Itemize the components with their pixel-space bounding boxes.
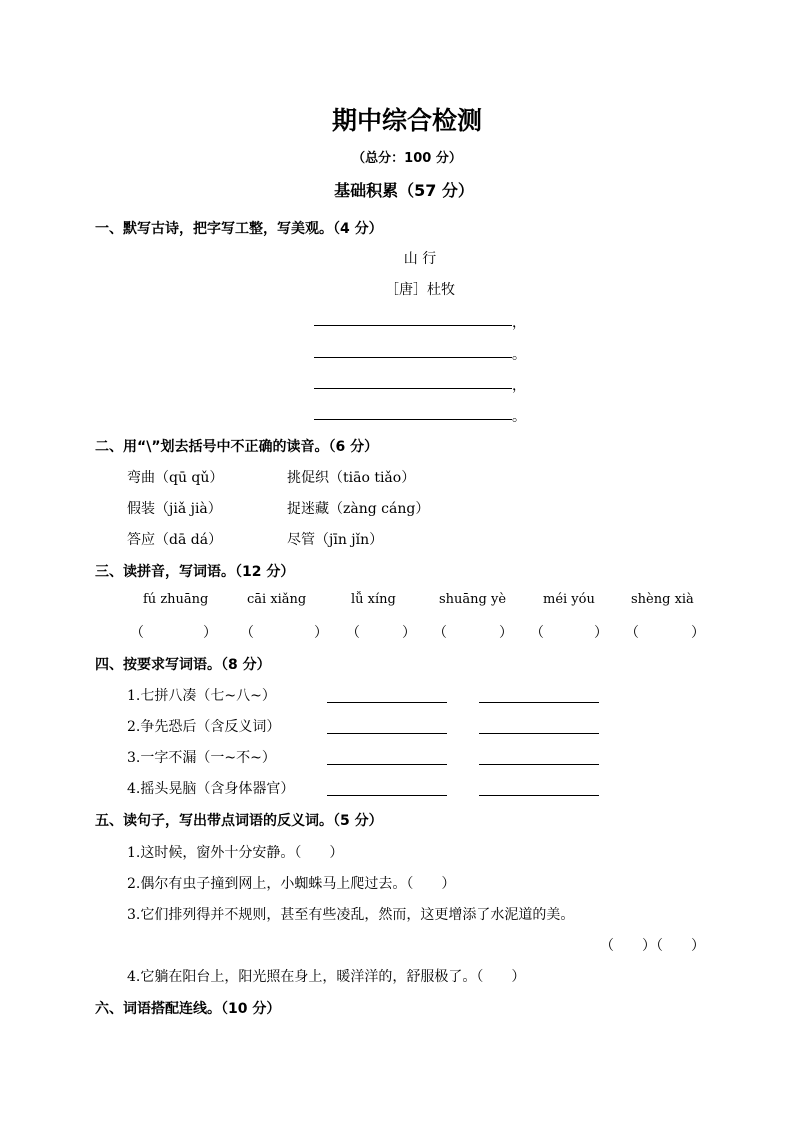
answer-box-close: ） xyxy=(402,625,416,641)
question-2-heading: 二、用“\”划去括号中不正确的读音。（6 分） xyxy=(95,439,379,455)
poem-line-end-4: 。 xyxy=(512,409,526,425)
answer-box-open: （ xyxy=(625,625,639,641)
answer-box-close: ） xyxy=(499,625,513,641)
pinyin-6: shèng xià xyxy=(631,592,694,607)
answer-box-close: ） xyxy=(203,625,217,641)
word-task: 4.摇头晃脑（含身体器官） xyxy=(127,781,295,797)
question-4-heading: 四、按要求写词语。（8 分） xyxy=(95,657,271,673)
sentence-3: 3.它们排列得并不规则，甚至有些凌乱，然而，这更增添了水泥道的美。 xyxy=(127,907,575,923)
word-task: 2.争先恐后（含反义词） xyxy=(127,719,281,735)
poem-title: 山 行 xyxy=(403,251,437,267)
pinyin-3: lǚ xíng xyxy=(351,592,396,607)
poem-line-end-1: ， xyxy=(512,315,526,331)
poem-line-end-3: ， xyxy=(512,378,526,394)
word-task: 3.一字不漏（一~不~） xyxy=(127,750,276,766)
page-title: 期中综合检测 xyxy=(331,106,482,135)
reading-item[interactable]: 挑促织（tiāo tiǎo） xyxy=(287,470,416,486)
answer-box-open: （ xyxy=(530,625,544,641)
reading-item[interactable]: 答应（dā dá） xyxy=(127,532,223,548)
question-1-heading: 一、默写古诗，把字写工整，写美观。（4 分） xyxy=(95,221,383,237)
poem-author: ［唐］杜牧 xyxy=(385,282,455,298)
poem-line-blank-4[interactable] xyxy=(314,419,512,420)
sentence-3-blanks[interactable]: （ ）（ ） xyxy=(600,938,705,954)
answer-box-open: （ xyxy=(433,625,447,641)
reading-item[interactable]: 假装（jiǎ jià） xyxy=(127,501,222,517)
poem-line-blank-2[interactable] xyxy=(314,357,512,358)
part-heading: 基础积累（57 分） xyxy=(334,181,474,200)
word-blank[interactable] xyxy=(479,764,599,765)
answer-box-open: （ xyxy=(130,625,144,641)
sentence-2[interactable]: 2.偶尔有虫子撞到网上，小蜘蛛马上爬过去。（ ） xyxy=(127,876,456,892)
pinyin-4: shuāng yè xyxy=(439,592,507,607)
sentence-4[interactable]: 4.它躺在阳台上，阳光照在身上，暖洋洋的，舒服极了。（ ） xyxy=(127,969,526,985)
word-blank[interactable] xyxy=(327,733,447,734)
word-blank[interactable] xyxy=(479,795,599,796)
word-blank[interactable] xyxy=(327,764,447,765)
total-score: （总分：100 分） xyxy=(352,151,462,166)
question-6-heading: 六、词语搭配连线。（10 分） xyxy=(95,1001,281,1017)
answer-box-open: （ xyxy=(240,625,254,641)
word-blank[interactable] xyxy=(479,733,599,734)
reading-item[interactable]: 尽管（jīn jǐn） xyxy=(287,532,384,548)
word-task: 1.七拼八凑（七~八~） xyxy=(127,688,276,704)
word-blank[interactable] xyxy=(479,702,599,703)
word-blank[interactable] xyxy=(327,702,447,703)
answer-box-open: （ xyxy=(346,625,360,641)
pinyin-2: cāi xiǎng xyxy=(247,592,307,607)
answer-box-close: ） xyxy=(691,625,705,641)
word-blank[interactable] xyxy=(327,795,447,796)
answer-box-close: ） xyxy=(594,625,608,641)
poem-line-blank-1[interactable] xyxy=(314,325,512,326)
reading-item[interactable]: 弯曲（qū qǔ） xyxy=(127,470,224,486)
question-3-heading: 三、读拼音，写词语。（12 分） xyxy=(95,564,295,580)
sentence-1[interactable]: 1.这时候，窗外十分安静。（ ） xyxy=(127,845,344,861)
question-5-heading: 五、读句子，写出带点词语的反义词。（5 分） xyxy=(95,813,383,829)
pinyin-1: fú zhuāng xyxy=(143,592,209,607)
answer-box-close: ） xyxy=(314,625,328,641)
reading-item[interactable]: 捉迷藏（zàng cáng） xyxy=(287,501,430,517)
pinyin-5: méi yóu xyxy=(543,592,595,607)
poem-line-blank-3[interactable] xyxy=(314,388,512,389)
poem-line-end-2: 。 xyxy=(512,347,526,363)
